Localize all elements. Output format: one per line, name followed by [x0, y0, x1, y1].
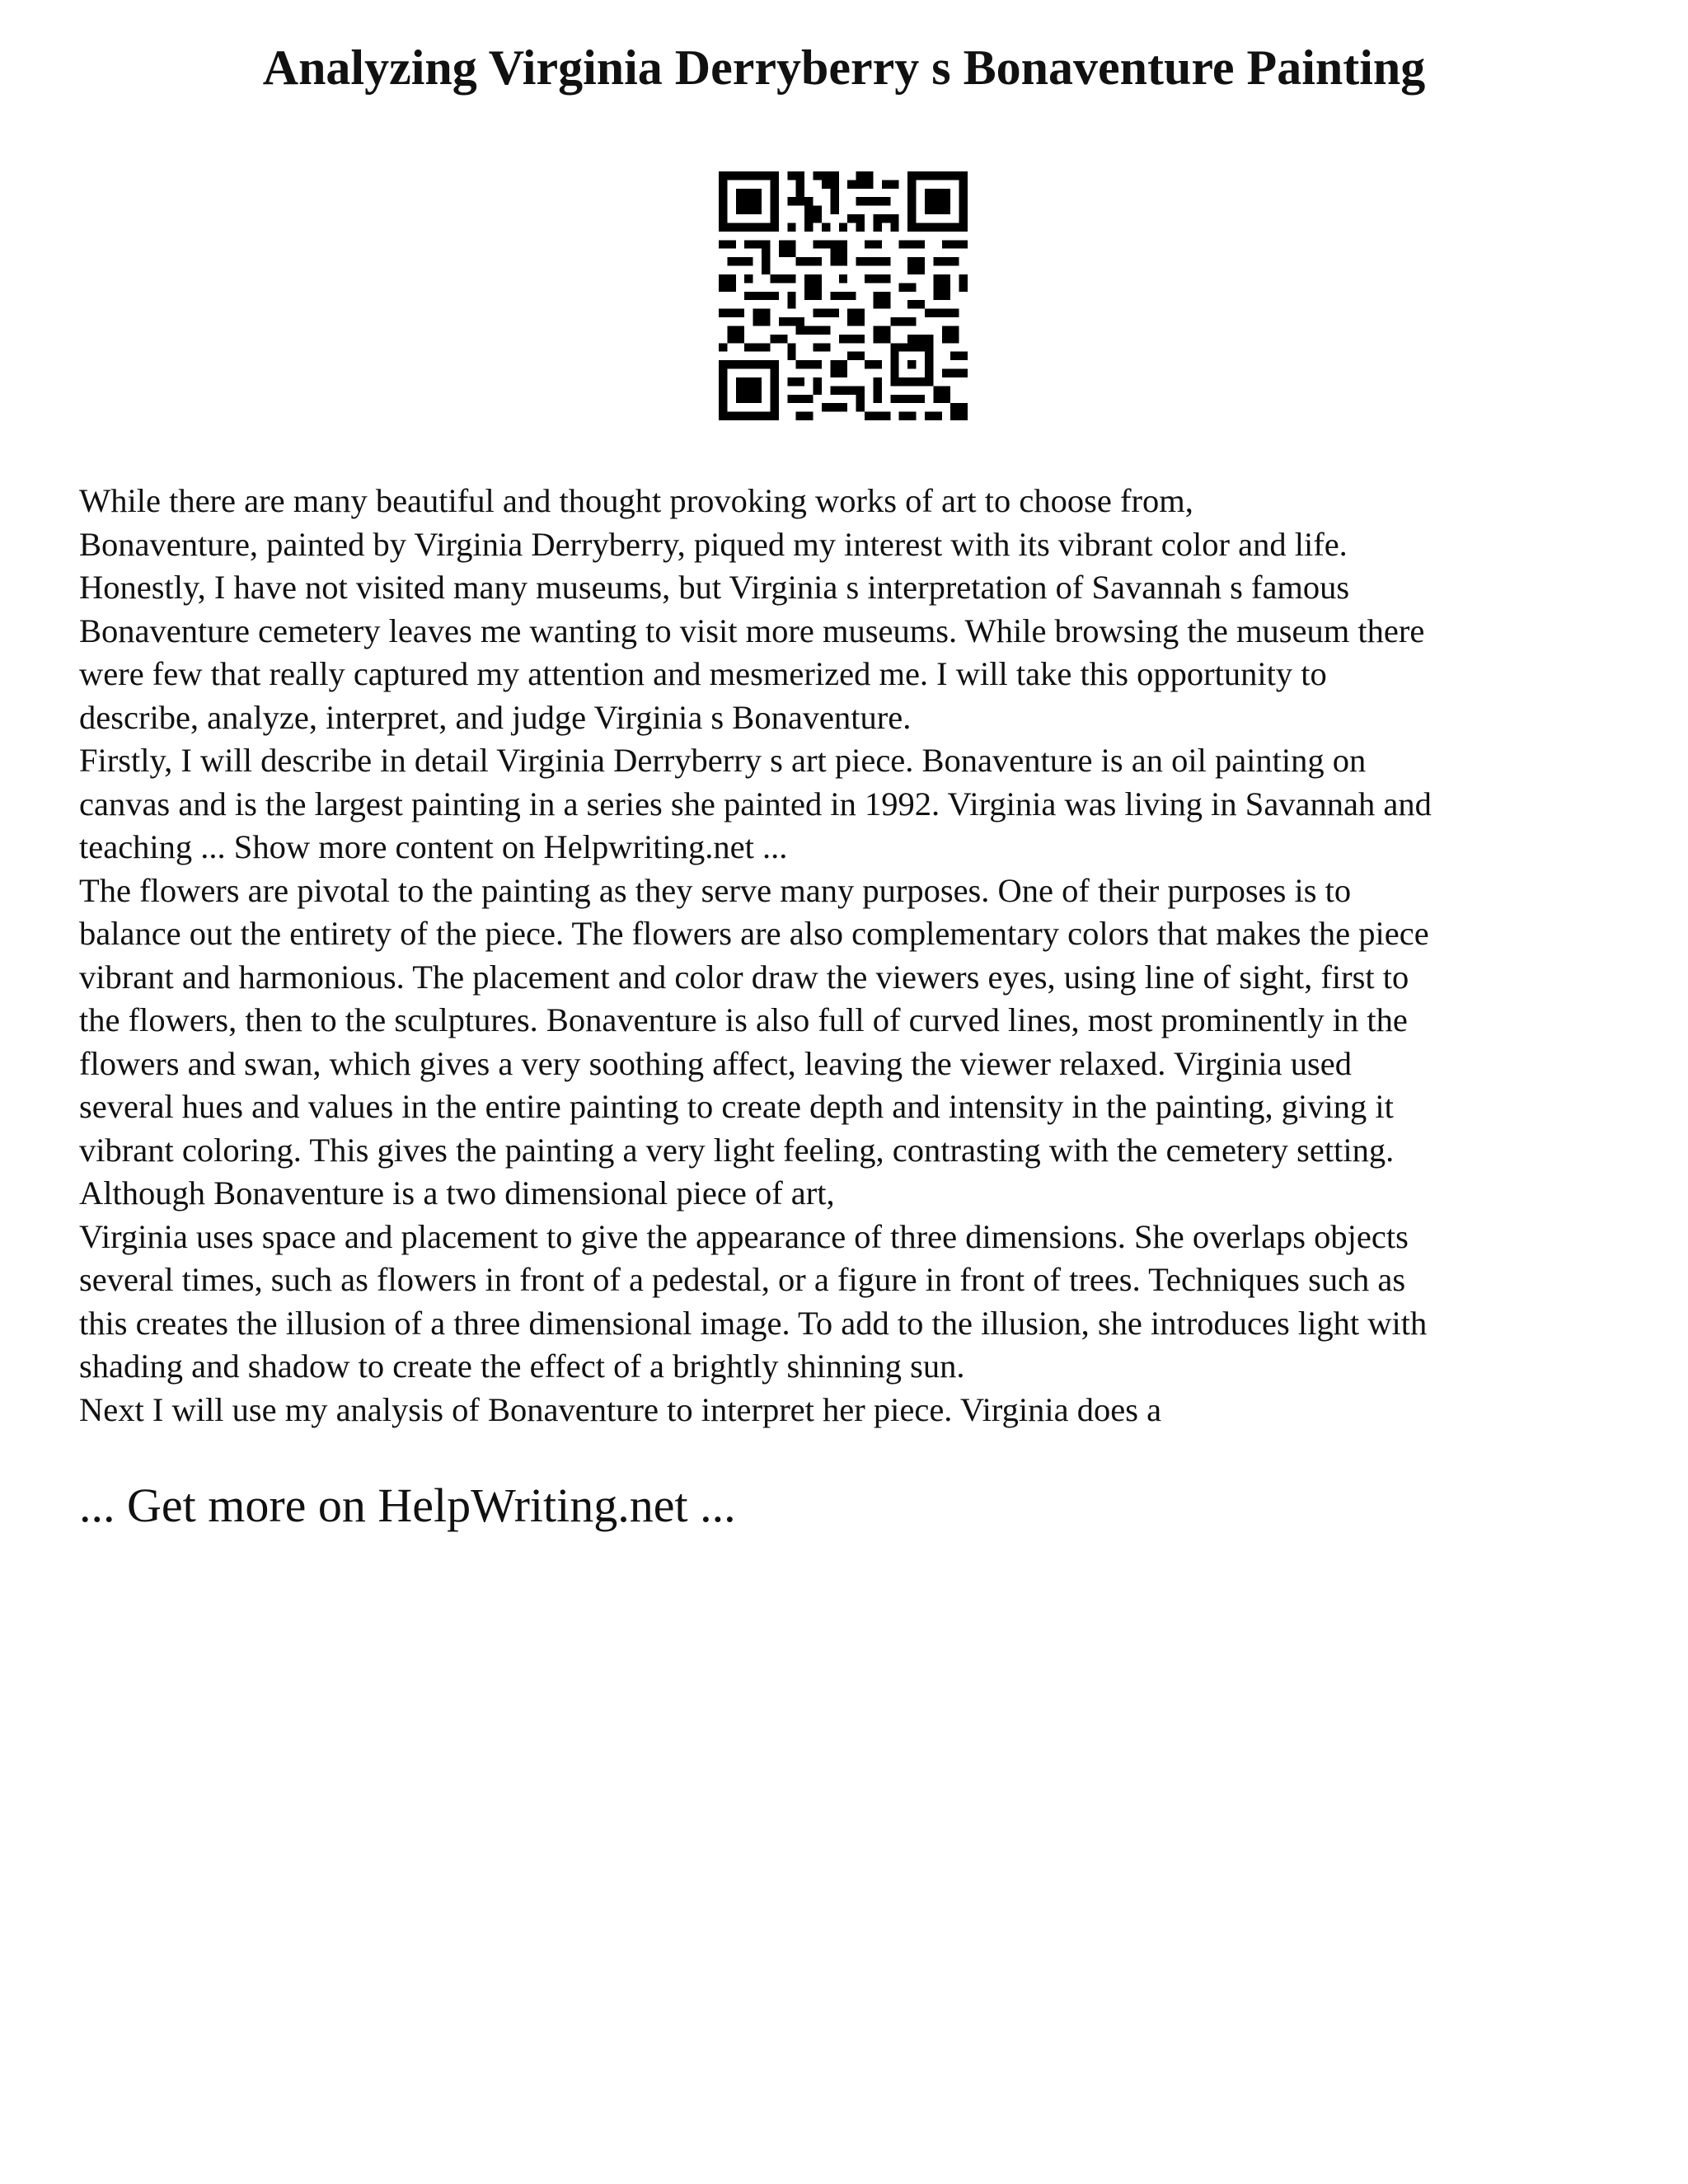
qr-code-icon [719, 171, 968, 420]
document-body [79, 480, 1629, 1432]
body-line: the flowers, then to the sculptures. Bonaventure is also full of curved lines, most prominently in the [79, 1001, 1408, 1038]
page-title: Analyzing Virginia Derryberry s Bonaventure Painting [262, 40, 1426, 95]
body-line: Bonaventure, painted by Virginia Derryberry, piqued my interest with its vibrant color and life. [79, 525, 1348, 563]
body-line: several hues and values in the entire painting to create depth and intensity in the painting, giving it [79, 1088, 1394, 1125]
body-line: canvas and is the largest painting in a series she painted in 1992. Virginia was living in Savannah and [79, 785, 1432, 823]
body-line: The flowers are pivotal to the painting as they serve many purposes. One of their purposes is to [79, 871, 1352, 909]
body-line: Although Bonaventure is a two dimensional piece of art, [79, 1174, 835, 1212]
body-line: teaching ... Show more content on Helpwriting.net ... [79, 828, 788, 865]
body-line: describe, analyze, interpret, and judge Virginia s Bonaventure. [79, 698, 912, 736]
body-line: Virginia uses space and placement to give the appearance of three dimensions. She overlaps objects [79, 1217, 1409, 1255]
body-line: Firstly, I will describe in detail Virginia Derryberry s art piece. Bonaventure is an oil painting on [79, 742, 1367, 779]
body-line: this creates the illusion of a three dimensional image. To add to the illusion, she introduces light with [79, 1304, 1428, 1342]
body-line: balance out the entirety of the piece. The flowers are also complementary colors that makes the piece [79, 915, 1429, 952]
body-line: While there are many beautiful and thought provoking works of art to choose from, [79, 482, 1193, 519]
body-line: were few that really captured my attention and mesmerized me. I will take this opportunity to [79, 655, 1327, 692]
body-line: Bonaventure cemetery leaves me wanting to visit more museums. While browsing the museum there [79, 612, 1425, 649]
body-line: Next I will use my analysis of Bonaventure to interpret her piece. Virginia does a [79, 1390, 1162, 1428]
body-line: flowers and swan, which gives a very soothing affect, leaving the viewer relaxed. Virginia used [79, 1044, 1352, 1082]
body-line: Honestly, I have not visited many museums, but Virginia s interpretation of Savannah s famous [79, 569, 1350, 606]
get-more-link[interactable]: ... Get more on HelpWriting.net ... [79, 1479, 736, 1532]
body-line: vibrant coloring. This gives the painting a very light feeling, contrasting with the cemetery setting. [79, 1131, 1395, 1169]
body-line: shading and shadow to create the effect of a brightly shinning sun. [79, 1347, 965, 1385]
body-line: several times, such as flowers in front of a pedestal, or a figure in front of trees. Techniques such as [79, 1261, 1406, 1298]
body-line: vibrant and harmonious. The placement and color draw the viewers eyes, using line of sight, first to [79, 958, 1409, 996]
